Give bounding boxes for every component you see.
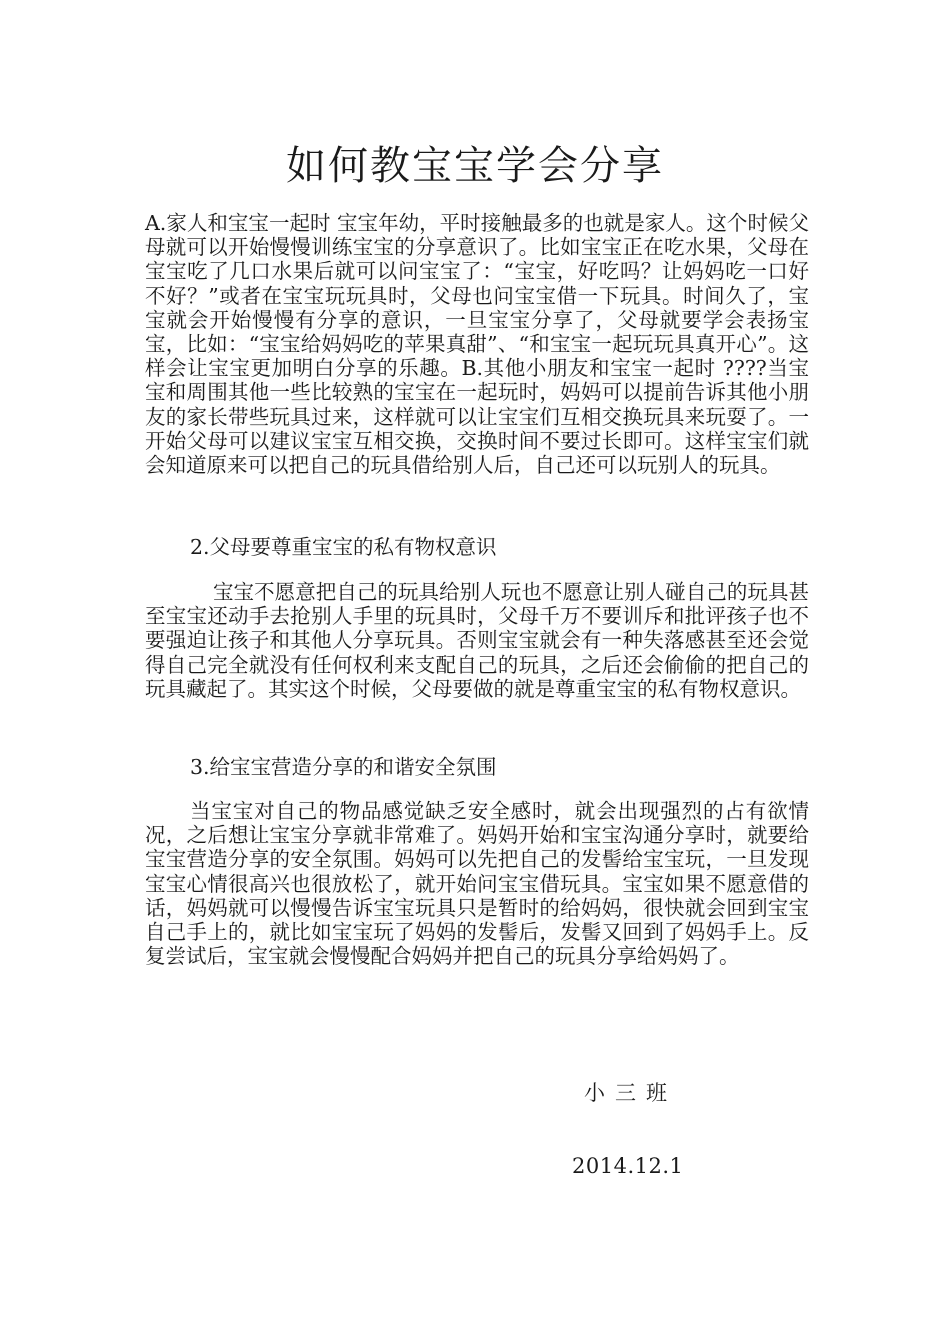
section-heading-respect-ownership: 2.父母要尊重宝宝的私有物权意识 bbox=[190, 535, 497, 559]
document-title: 如何教宝宝学会分享 bbox=[286, 143, 664, 189]
section-heading-safe-atmosphere: 3.给宝宝营造分享的和谐安全氛围 bbox=[190, 755, 497, 779]
paragraph-safe-atmosphere: 当宝宝对自己的物品感觉缺乏安全感时，就会出现强烈的占有欲情况，之后想让宝宝分享就非常难了。妈妈开始和宝宝沟通分享时，就要给宝宝营造分享的安全氛围。妈妈可以先把自己的发髻给宝宝玩，一旦发现宝宝心情很高兴也很放松了，就开始问宝宝借玩具。宝宝如果不愿意借的话，妈妈就可以慢慢告诉宝宝玩具只是暂时的给妈妈，很快就会回到宝宝自己手上的，就比如宝宝玩了妈妈的发髻后，发髻又回到了妈妈手上。反复尝试后，宝宝就会慢慢配合妈妈并把自己的玩具分享给妈妈了。 bbox=[145, 799, 809, 969]
class-signature: 小三班 bbox=[584, 1081, 677, 1105]
paragraph-family-sharing: A.家人和宝宝一起时 宝宝年幼，平时接触最多的也就是家人。这个时候父母就可以开始慢慢训练宝宝的分享意识了。比如宝宝正在吃水果，父母在宝宝吃了几口水果后就可以问宝宝了：“宝宝，好吃吗？让妈妈吃一口好不好？”或者在宝宝玩玩具时，父母也问宝宝借一下玩具。时间久了，宝宝就会开始慢慢有分享的意识，一旦宝宝分享了，父母就要学会表扬宝宝，比如：“宝宝给妈妈吃的苹果真甜”、“和宝宝一起玩玩具真开心”。这样会让宝宝更加明白分享的乐趣。B.其他小朋友和宝宝一起时 ????当宝宝和周围其他一些比较熟的宝宝在一起玩时，妈妈可以提前告诉其他小朋友的家长带些玩具过来，这样就可以让宝宝们互相交换玩具来玩耍了。一开始父母可以建议宝宝互相交换，交换时间不要过长即可。这样宝宝们就会知道原来可以把自己的玩具借给别人后，自己还可以玩别人的玩具。 bbox=[145, 211, 809, 478]
document-date: 2014.12.1 bbox=[572, 1154, 684, 1178]
paragraph-respect-ownership: 宝宝不愿意把自己的玩具给别人玩也不愿意让别人碰自己的玩具甚至宝宝还动手去抢别人手里的玩具时，父母千万不要训斥和批评孩子也不要强迫让孩子和其他人分享玩具。否则宝宝就会有一种失落感甚至还会觉得自己完全就没有任何权利来支配自己的玩具，之后还会偷偷的把自己的玩具藏起了。其实这个时候，父母要做的就是尊重宝宝的私有物权意识。 bbox=[145, 580, 809, 701]
